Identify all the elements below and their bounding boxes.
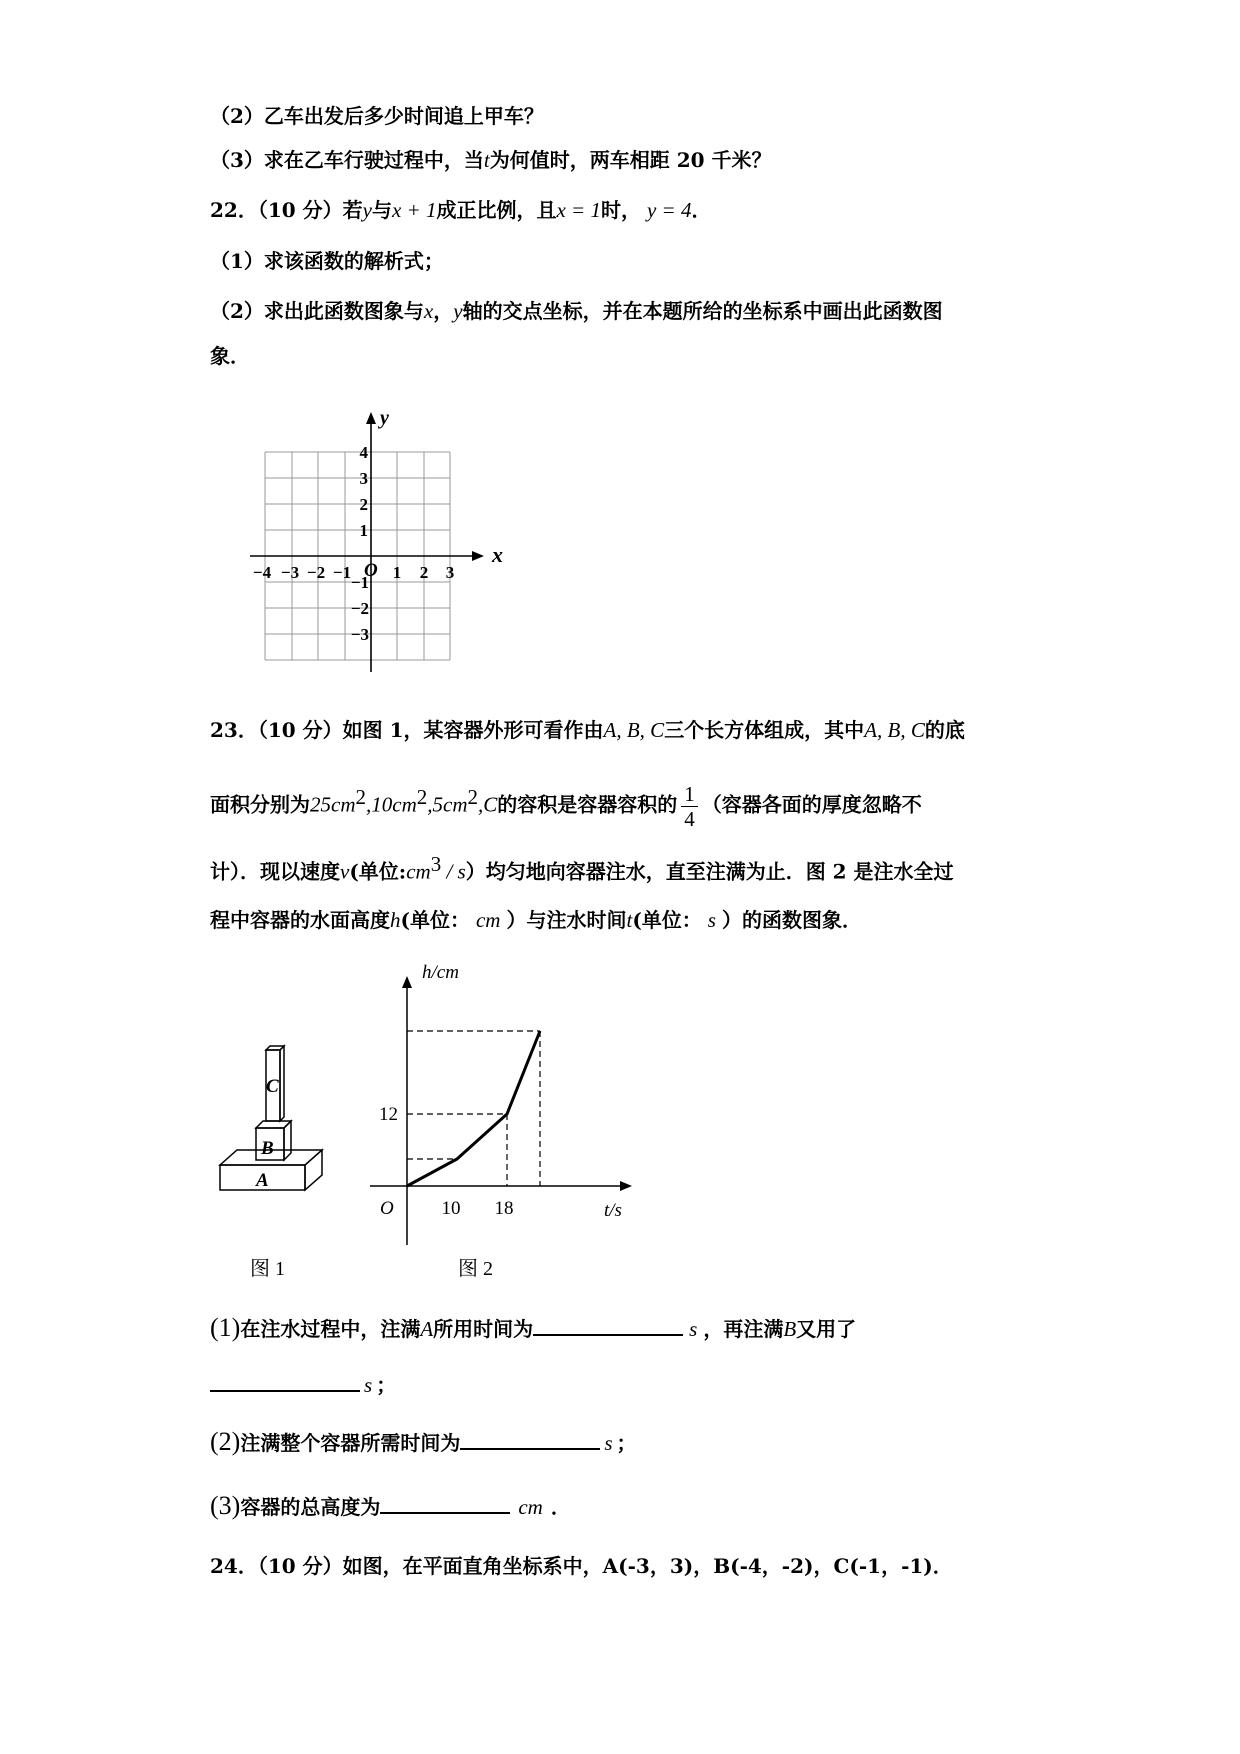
answer-blank[interactable]: [533, 1314, 683, 1336]
t-tick-label: 10: [441, 1198, 461, 1219]
y-tick-label: 3: [359, 469, 368, 488]
coordinate-grid: [240, 400, 530, 690]
y-tick-label: −3: [350, 625, 369, 644]
answer-blank[interactable]: [210, 1370, 360, 1392]
q24-heading: 24．（10 分）如图，在平面直角坐标系中，A(-3，3)，B(-4，-2)，C(-1，-1)．: [210, 1554, 953, 1578]
q23-sub3: (3)容器的总高度为 cm ．: [210, 1491, 571, 1520]
h-axis-arrow: [402, 976, 412, 988]
box-c-label: C: [266, 1076, 279, 1097]
y-tick-label: 4: [359, 443, 368, 462]
q23-sub1: (1)在注水过程中，注满A所用时间为 s ，再注满B又用了: [210, 1313, 857, 1342]
q22-part2: （2）求出此函数图象与x，y轴的交点坐标，并在本题所给的坐标系中画出此函数图: [210, 299, 943, 323]
figure-1-caption: 图 1: [250, 1258, 285, 1280]
t-axis-arrow: [620, 1181, 632, 1191]
t-tick-label: 18: [494, 1198, 514, 1219]
x-tick-label: 1: [392, 563, 402, 582]
guide-lines: [407, 1031, 540, 1186]
y-tick-label: −1: [350, 573, 369, 592]
x-tick-label: −4: [252, 563, 272, 582]
y-tick-label: 1: [359, 521, 368, 540]
box-a-label: A: [256, 1170, 269, 1191]
figure-2-caption: 图 2: [458, 1258, 493, 1280]
x-tick-label: −1: [332, 563, 352, 582]
q22-part1: （1）求该函数的解析式；: [210, 249, 444, 273]
q22-part2-cont: 象．: [210, 344, 250, 368]
x-tick-label: 2: [419, 563, 429, 582]
y-tick-label: 2: [359, 495, 368, 514]
x-axis-label: x: [492, 542, 503, 567]
origin-label: O: [380, 1198, 394, 1219]
t-axis-label: t/s: [604, 1200, 622, 1221]
h-axis-label: h/cm: [422, 962, 459, 983]
x-tick-label: 3: [445, 563, 455, 582]
water-level-line: [407, 1031, 540, 1186]
answer-blank[interactable]: [380, 1492, 510, 1514]
q23-line1: 23．（10 分）如图 1，某容器外形可看作由A, B, C三个长方体组成，其中A, B, C的底: [210, 718, 965, 742]
box-b-label: B: [261, 1138, 274, 1159]
q21-part2: （2）乙车出发后多少时间追上甲车？: [210, 104, 544, 128]
q21-part3: （3）求在乙车行驶过程中，当t为何值时，两车相距 20 千米？: [210, 148, 772, 172]
q23-sub1-cont: s ；: [210, 1370, 396, 1399]
y-axis-arrow: [366, 412, 376, 424]
x-tick-label: −3: [280, 563, 300, 582]
origin-label: O: [364, 560, 378, 581]
answer-blank[interactable]: [460, 1428, 600, 1450]
figure-2-graph: [360, 960, 650, 1290]
x-tick-label: −2: [306, 563, 326, 582]
box-a-side: [305, 1150, 322, 1190]
box-b-side: [284, 1121, 291, 1160]
fraction-one-quarter: $\frac{1}{4}$: [681, 782, 698, 831]
q23-sub2: (2)注满整个容器所需时间为 s ；: [210, 1427, 637, 1456]
q23-line4: 程中容器的水面高度h(单位： cm ）与注水时间t(单位： s ）的函数图象．: [210, 908, 862, 932]
y-axis-label: y: [380, 407, 389, 429]
box-c-side: [280, 1046, 284, 1121]
q23-line3: 计）．现以速度v(单位$:cm^3 / s$）均匀地向容器注水，直至注满为止．图 2 是注水全过: [210, 852, 954, 884]
x-axis-arrow: [472, 551, 484, 561]
y-tick-label: −2: [350, 599, 369, 618]
figure-1-container: [210, 1040, 350, 1280]
h-tick-label: 12: [379, 1104, 398, 1125]
q23-line2: 面积分别为$25cm^2,10cm^2,5cm^2,C$的容积是容器容积的 $\frac{1}{4}$ （容器各面的厚度忽略不: [210, 781, 922, 831]
q22-heading: 22．（10 分）若y与x + 1成正比例，且x = 1时， y = 4．: [210, 198, 712, 222]
